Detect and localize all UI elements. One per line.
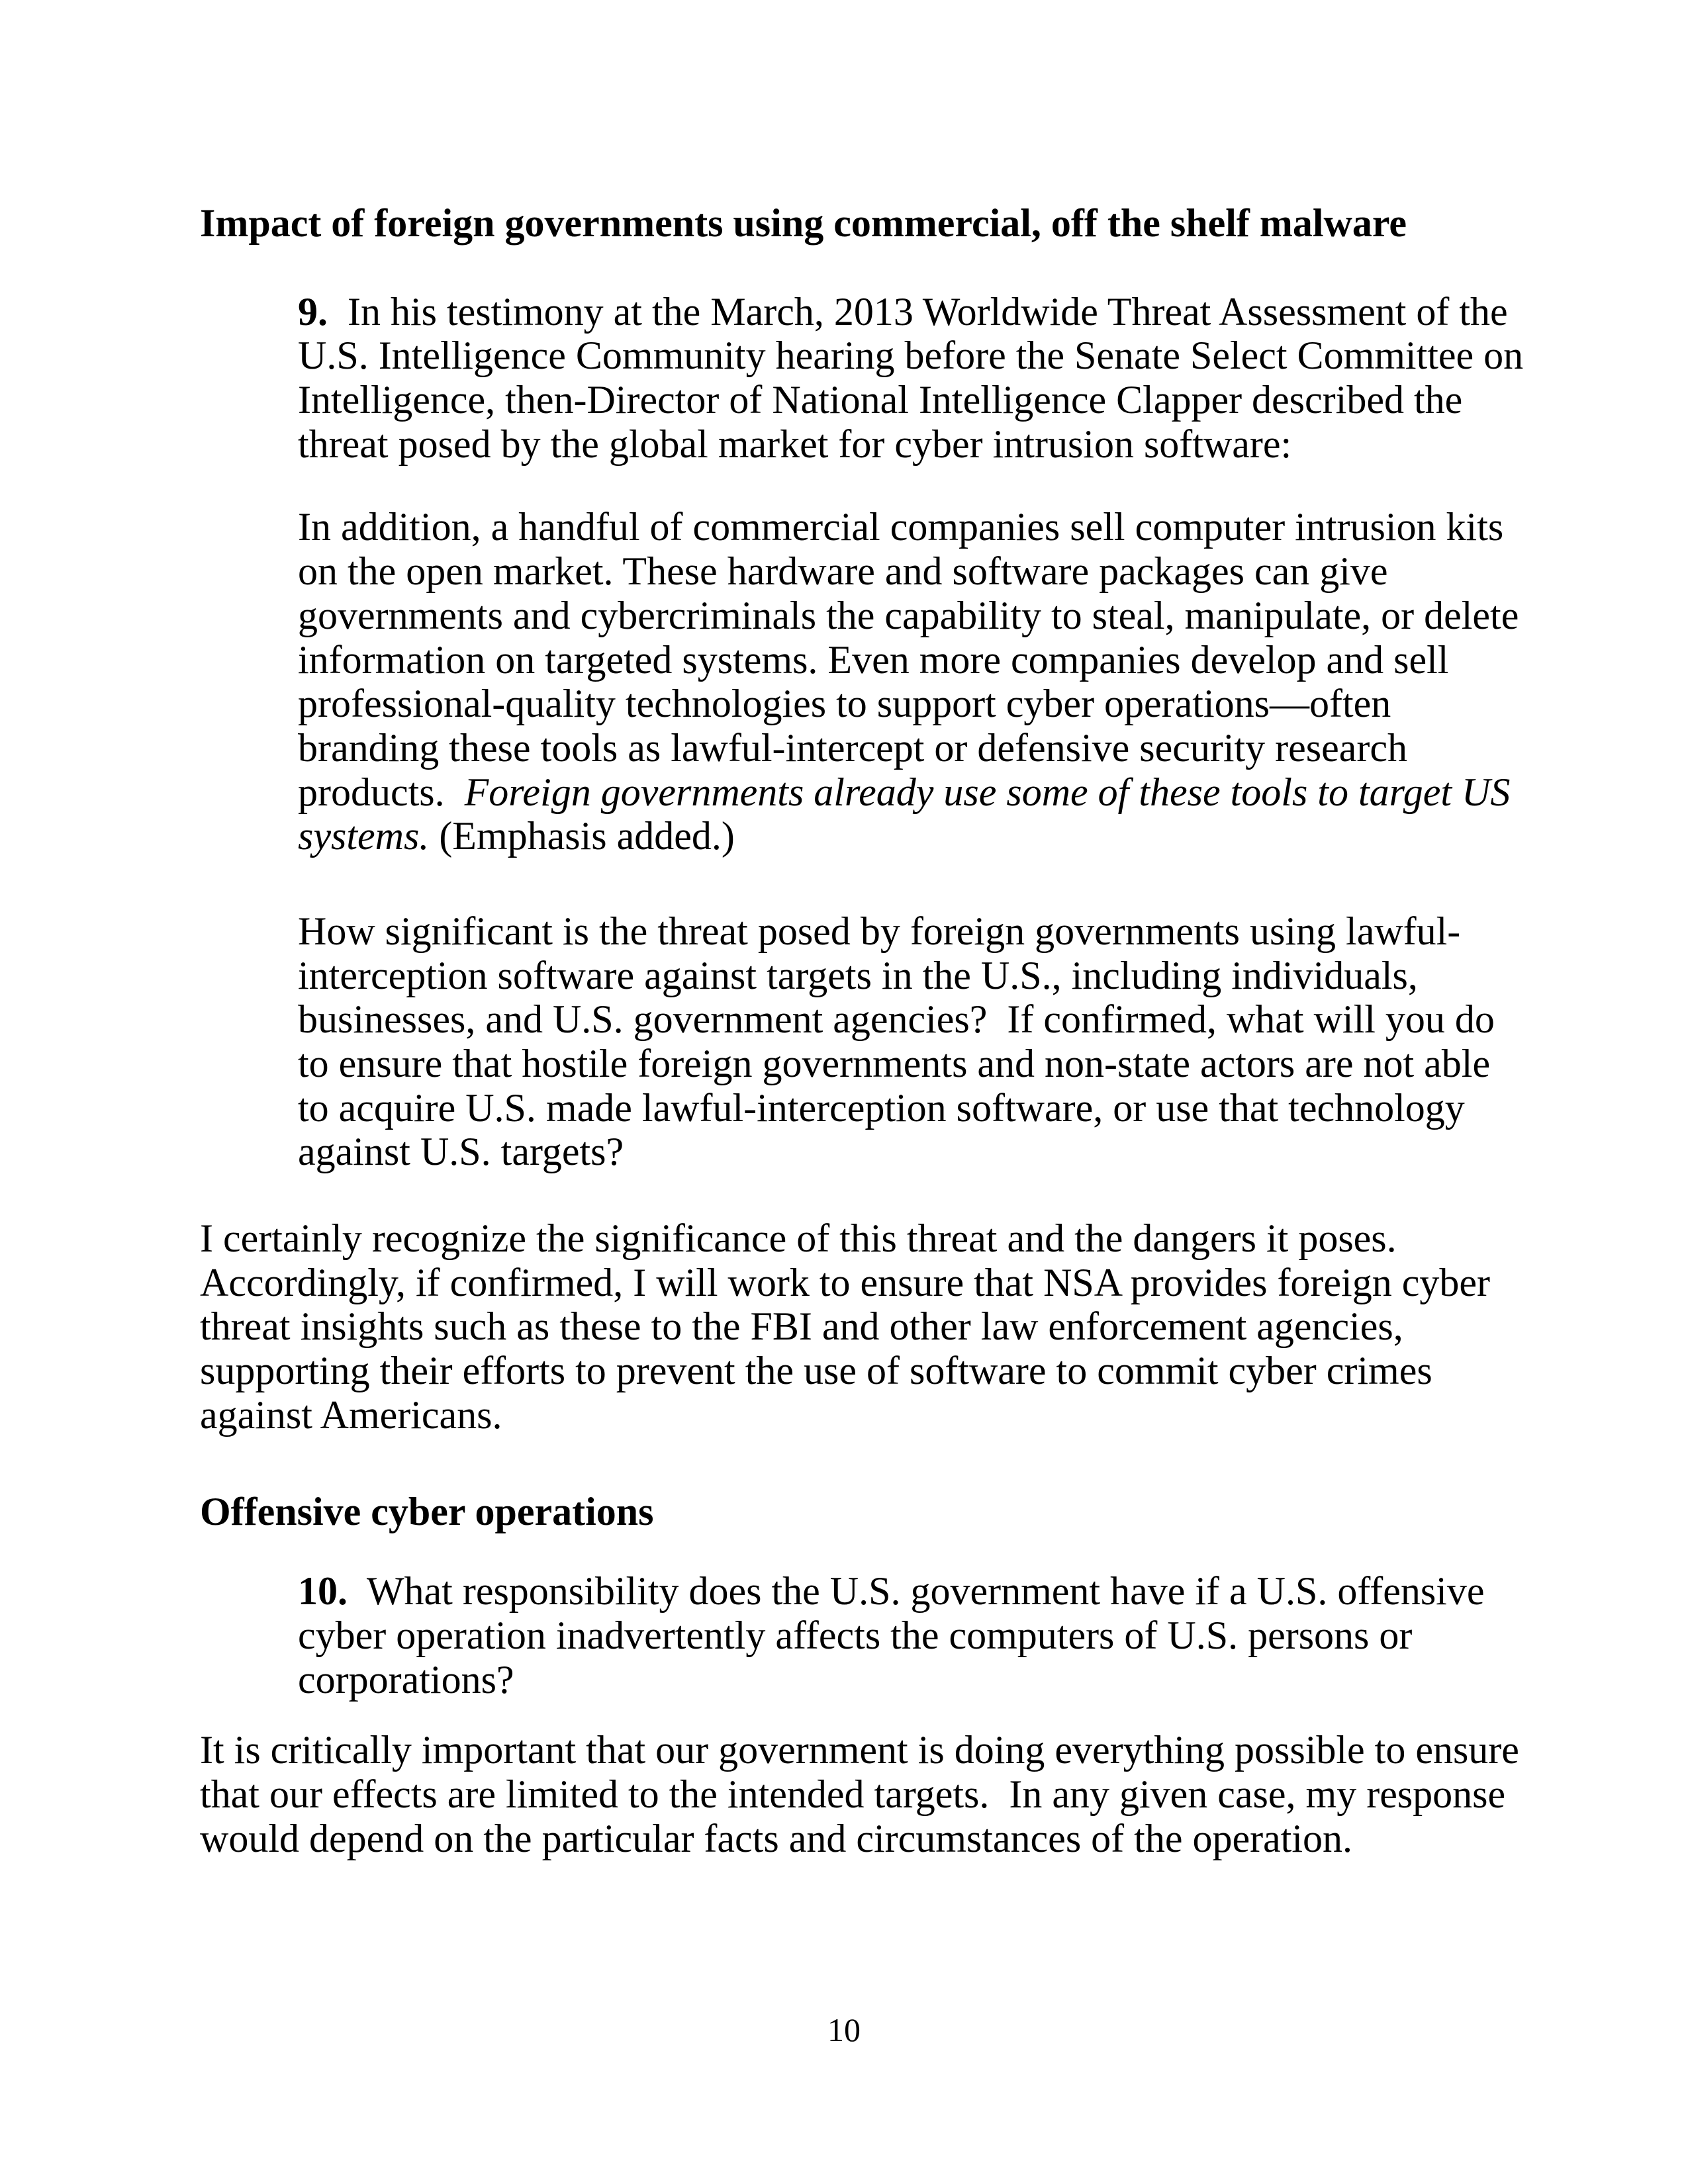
quote-text: (Emphasis added.): [429, 814, 735, 858]
question-text: In his testimony at the March, 2013 Worldwide Threat Assessment of the: [328, 290, 1508, 334]
question-number: 9.: [298, 290, 328, 334]
answer-line: that our effects are limited to the intended targets. In any given case, my response: [200, 1772, 1506, 1816]
question-text: What responsibility does the U.S. government have if a U.S. offensive: [348, 1569, 1485, 1613]
quote-line: [298, 816, 735, 856]
question-line: threat posed by the global market for cyber intrusion software:: [298, 422, 1292, 466]
question-line: [298, 1571, 1484, 1611]
page-number: 10: [827, 2011, 861, 2048]
emphasized-text: systems.: [298, 814, 430, 858]
question-line: to ensure that hostile foreign governments and non-state actors are not able: [298, 1042, 1491, 1085]
section-heading: Impact of foreign governments using commercial, off the shelf malware: [200, 201, 1407, 245]
quote-line: branding these tools as lawful-intercept or defensive security research: [298, 726, 1408, 770]
answer-line: I certainly recognize the significance of this threat and the dangers it poses.: [200, 1216, 1397, 1260]
answer-line: Accordingly, if confirmed, I will work to ensure that NSA provides foreign cyber: [200, 1261, 1490, 1304]
answer-line: supporting their efforts to prevent the use of software to commit cyber crimes: [200, 1349, 1432, 1392]
question-line: How significant is the threat posed by foreign governments using lawful-: [298, 909, 1461, 953]
quote-text: products.: [298, 770, 465, 814]
answer-line: threat insights such as these to the FBI and other law enforcement agencies,: [200, 1304, 1403, 1348]
answer-line: against Americans.: [200, 1393, 502, 1437]
question-line: against U.S. targets?: [298, 1130, 624, 1173]
quote-line: In addition, a handful of commercial companies sell computer intrusion kits: [298, 505, 1504, 549]
question-line: interception software against targets in the U.S., including individuals,: [298, 954, 1418, 997]
answer-line: It is critically important that our government is doing everything possible to ensure: [200, 1728, 1519, 1772]
question-number: 10.: [298, 1569, 348, 1613]
question-line: U.S. Intelligence Community hearing before the Senate Select Committee on: [298, 334, 1524, 377]
question-line: to acquire U.S. made lawful-interception software, or use that technology: [298, 1086, 1465, 1130]
question-line: corporations?: [298, 1658, 514, 1702]
question-line: businesses, and U.S. government agencies? If confirmed, what will you do: [298, 997, 1495, 1041]
question-line: Intelligence, then-Director of National Intelligence Clapper described the: [298, 378, 1463, 422]
quote-line: [298, 772, 1510, 812]
emphasized-text: Foreign governments already use some of these tools to target US: [464, 770, 1511, 814]
question-line: [298, 292, 1508, 332]
question-line: cyber operation inadvertently affects the computers of U.S. persons or: [298, 1614, 1413, 1657]
answer-line: would depend on the particular facts and circumstances of the operation.: [200, 1817, 1353, 1860]
quote-line: governments and cybercriminals the capability to steal, manipulate, or delete: [298, 594, 1519, 637]
quote-line: information on targeted systems. Even more companies develop and sell: [298, 638, 1449, 682]
section-heading: Offensive cyber operations: [200, 1490, 654, 1533]
quote-line: professional-quality technologies to support cyber operations—often: [298, 682, 1391, 725]
quote-line: on the open market. These hardware and software packages can give: [298, 549, 1388, 593]
